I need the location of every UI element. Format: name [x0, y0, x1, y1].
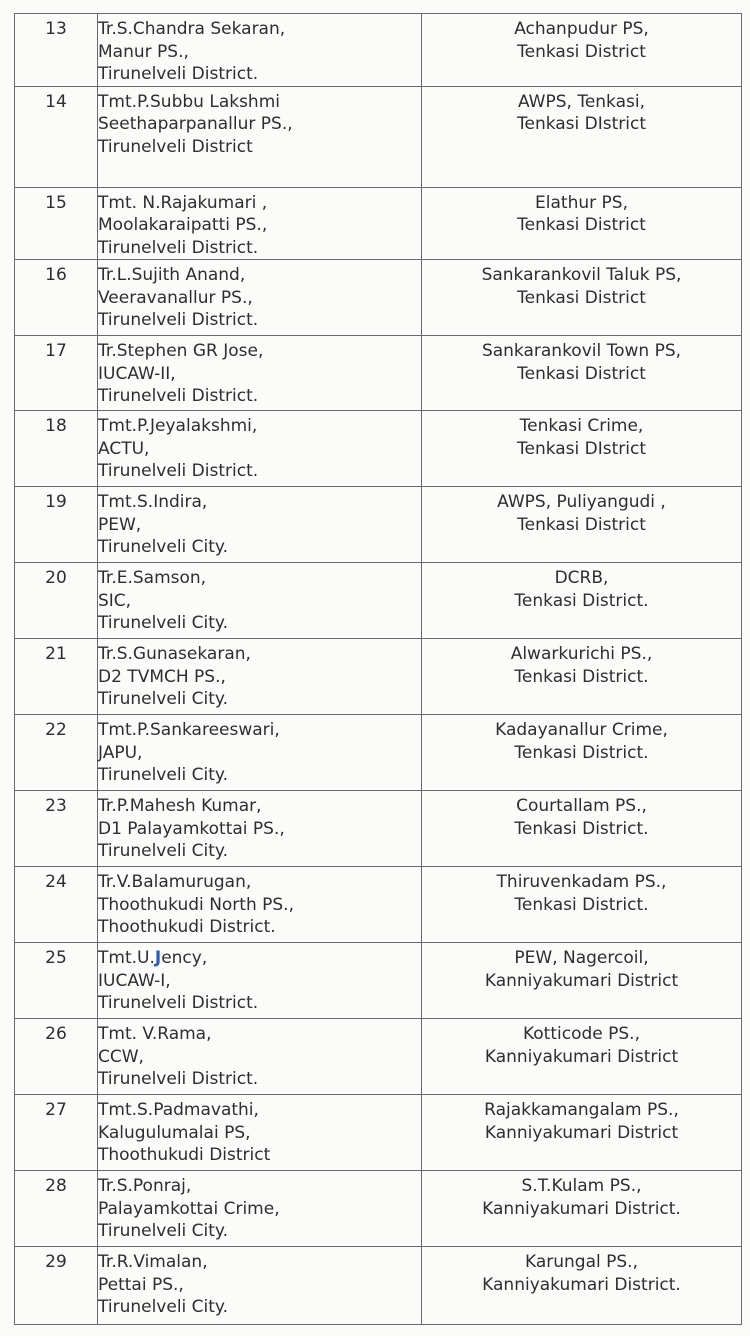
table-row: [15, 487, 742, 563]
current-posting-line: Tirunelveli City.: [98, 689, 228, 709]
current-posting-line: Moolakaraipatti PS.,: [98, 215, 268, 235]
new-posting-line: Tenkasi District: [517, 287, 646, 308]
current-posting-line: D2 TVMCH PS.,: [98, 666, 226, 687]
new-posting-line: PEW, Nagercoil,: [514, 948, 649, 968]
new-posting-line: Tenkasi Crime,: [519, 416, 644, 436]
officer-name: Tmt.P.Jeyalakshmi,: [98, 416, 258, 436]
officer-current-posting: [98, 943, 422, 1019]
new-posting-line: Tenkasi District: [517, 215, 646, 235]
serial-number: 19: [15, 487, 98, 563]
current-posting-line: Tirunelveli District.: [98, 237, 259, 258]
current-posting-line: CCW,: [98, 1046, 144, 1067]
transfer-table: [14, 13, 742, 1325]
transferred-to-posting: [422, 187, 742, 260]
table-row: [15, 187, 742, 260]
current-posting-line: ACTU,: [98, 438, 150, 459]
new-posting-line: Tenkasi District.: [514, 742, 649, 763]
new-posting-line: Tenkasi District.: [514, 818, 649, 839]
officer-name: Tr.S.Gunasekaran,: [98, 644, 251, 664]
transferred-to-posting: [422, 1171, 742, 1247]
serial-number: 15: [15, 187, 98, 260]
new-posting-line: Tenkasi District.: [514, 666, 649, 687]
officer-name: Tmt.P.Sankareeswari,: [98, 720, 280, 740]
officer-name: Tmt.P.Subbu Lakshmi: [98, 91, 280, 112]
current-posting-line: Tirunelveli City.: [98, 841, 228, 861]
table-row: [15, 1095, 742, 1171]
officer-name: Tmt. V.Rama,: [98, 1024, 212, 1044]
officer-name: Tmt.S.Padmavathi,: [98, 1100, 259, 1120]
current-posting-line: IUCAW-I,: [98, 970, 171, 991]
officer-current-posting: [98, 1171, 422, 1247]
new-posting-line: Kanniyakumari District.: [482, 1274, 681, 1295]
new-posting-line: S.T.Kulam PS.,: [521, 1176, 642, 1196]
officer-name: Tmt. N.Rajakumari ,: [98, 192, 268, 213]
officer-name: Tmt.U.Jency,: [98, 948, 208, 968]
new-posting-line: Tenkasi DIstrict: [516, 438, 647, 459]
officer-current-posting: [98, 563, 422, 639]
officer-name: Tr.L.Sujith Anand,: [98, 265, 246, 285]
officer-name: Tmt.S.Indira,: [98, 492, 208, 512]
current-posting-line: Veeravanallur PS.,: [98, 287, 253, 308]
transferred-to-posting: [422, 1019, 742, 1095]
new-posting-line: Tenkasi District.: [514, 894, 649, 915]
new-posting-line: Kanniyakumari District: [484, 970, 679, 991]
new-posting-line: Tenkasi DIstrict: [516, 114, 647, 134]
new-posting-line: Tenkasi District: [517, 363, 646, 384]
serial-number: 20: [15, 563, 98, 639]
officer-current-posting: [98, 1247, 422, 1325]
table-row: [15, 715, 742, 791]
table-row: [15, 411, 742, 487]
current-posting-line: Tirunelveli City.: [98, 613, 228, 633]
new-posting-line: Karungal PS.,: [525, 1252, 638, 1272]
current-posting-line: Tirunelveli City.: [98, 1297, 228, 1317]
new-posting-line: Thiruvenkadam PS.,: [496, 872, 667, 892]
new-posting-line: Kanniyakumari District: [484, 1046, 679, 1067]
serial-number: 21: [15, 639, 98, 715]
transferred-to-posting: [422, 1247, 742, 1325]
table-row: [15, 1019, 742, 1095]
transferred-to-posting: [422, 791, 742, 867]
current-posting-line: Tirunelveli City.: [98, 765, 228, 785]
current-posting-line: JAPU,: [98, 742, 143, 763]
officer-current-posting: [98, 791, 422, 867]
current-posting-line: Manur PS.,: [98, 41, 189, 62]
new-posting-line: AWPS, Tenkasi,: [517, 91, 646, 112]
table-row: [15, 1171, 742, 1247]
current-posting-line: Tirunelveli City.: [98, 537, 228, 557]
new-posting-line: Kanniyakumari District.: [482, 1198, 681, 1219]
transferred-to-posting: [422, 14, 742, 87]
table-row: [15, 563, 742, 639]
table-row: [15, 867, 742, 943]
transferred-to-posting: [422, 715, 742, 791]
transferred-to-posting: [422, 336, 742, 411]
new-posting-line: Tenkasi District: [517, 41, 646, 62]
officer-current-posting: [98, 487, 422, 563]
transferred-to-posting: [422, 1095, 742, 1171]
current-posting-line: Tirunelveli District.: [98, 386, 259, 406]
officer-current-posting: [98, 260, 422, 336]
transferred-to-posting: [422, 86, 742, 187]
current-posting-line: Tirunelveli District.: [98, 64, 259, 84]
table-row: [15, 86, 742, 187]
current-posting-line: Palayamkottai Crime,: [98, 1198, 280, 1219]
table-row: [15, 639, 742, 715]
serial-number: 26: [15, 1019, 98, 1095]
serial-number: 18: [15, 411, 98, 487]
serial-number: 14: [15, 86, 98, 187]
new-posting-line: Kotticode PS.,: [522, 1024, 640, 1044]
serial-number: 22: [15, 715, 98, 791]
transferred-to-posting: [422, 487, 742, 563]
new-posting-line: Achanpudur PS,: [514, 19, 649, 39]
officer-current-posting: [98, 336, 422, 411]
transferred-to-posting: [422, 639, 742, 715]
officer-current-posting: [98, 14, 422, 87]
current-posting-line: Kalugulumalai PS,: [98, 1122, 251, 1143]
current-posting-line: Tirunelveli District.: [98, 461, 259, 481]
table-row: [15, 943, 742, 1019]
transferred-to-posting: [422, 563, 742, 639]
officer-name: Tr.S.Chandra Sekaran,: [98, 19, 286, 39]
officer-name: Tr.V.Balamurugan,: [98, 872, 252, 892]
serial-number: 28: [15, 1171, 98, 1247]
new-posting-line: Sankarankovil Taluk PS,: [481, 265, 682, 285]
new-posting-line: Courtallam PS.,: [516, 796, 647, 816]
table-row: [15, 336, 742, 411]
transferred-to-posting: [422, 260, 742, 336]
serial-number: 17: [15, 336, 98, 411]
current-posting-line: Thoothukudi North PS.,: [98, 894, 294, 915]
officer-current-posting: [98, 867, 422, 943]
current-posting-line: SIC,: [98, 590, 132, 611]
current-posting-line: PEW,: [98, 514, 142, 535]
new-posting-line: Tenkasi District.: [514, 590, 649, 611]
serial-number: 29: [15, 1247, 98, 1325]
officer-current-posting: [98, 187, 422, 260]
new-posting-line: Sankarankovil Town PS,: [481, 341, 682, 361]
new-posting-line: Alwarkurichi PS.,: [510, 644, 653, 664]
transfer-table-body: [15, 14, 742, 1325]
current-posting-line: Tirunelveli District: [98, 136, 253, 157]
current-posting-line: Seethaparpanallur PS.,: [98, 114, 293, 134]
serial-number: 16: [15, 260, 98, 336]
serial-number: 27: [15, 1095, 98, 1171]
serial-number: 24: [15, 867, 98, 943]
new-posting-line: Kadayanallur Crime,: [495, 720, 668, 740]
table-row: [15, 1247, 742, 1325]
current-posting-line: Thoothukudi District.: [98, 917, 276, 937]
officer-name: Tr.R.Vimalan,: [98, 1252, 208, 1272]
officer-name: Tr.P.Mahesh Kumar,: [98, 796, 262, 816]
officer-current-posting: [98, 715, 422, 791]
new-posting-line: Kanniyakumari District: [484, 1122, 679, 1143]
table-row: [15, 14, 742, 87]
officer-current-posting: [98, 1095, 422, 1171]
new-posting-line: Tenkasi District: [517, 514, 646, 535]
transferred-to-posting: [422, 943, 742, 1019]
current-posting-line: Pettai PS.,: [98, 1274, 184, 1295]
officer-current-posting: [98, 1019, 422, 1095]
current-posting-line: Tirunelveli District.: [98, 310, 259, 330]
handwritten-correction-mark: J: [154, 948, 162, 968]
current-posting-line: IUCAW-II,: [98, 363, 176, 384]
transferred-to-posting: [422, 411, 742, 487]
current-posting-line: D1 Palayamkottai PS.,: [98, 818, 285, 839]
officer-name: Tr.S.Ponraj,: [98, 1176, 192, 1196]
new-posting-line: AWPS, Puliyangudi ,: [497, 492, 666, 512]
officer-current-posting: [98, 411, 422, 487]
current-posting-line: Tirunelveli District.: [98, 993, 259, 1013]
officer-name: Tr.Stephen GR Jose,: [98, 341, 264, 361]
officer-current-posting: [98, 86, 422, 187]
current-posting-line: Tirunelveli City.: [98, 1221, 228, 1241]
current-posting-line: Tirunelveli District.: [98, 1069, 259, 1089]
transferred-to-posting: [422, 867, 742, 943]
serial-number: 23: [15, 791, 98, 867]
serial-number: 13: [15, 14, 98, 87]
current-posting-line: Thoothukudi District: [98, 1145, 271, 1165]
table-row: [15, 791, 742, 867]
officer-current-posting: [98, 639, 422, 715]
new-posting-line: Elathur PS,: [535, 192, 628, 213]
new-posting-line: DCRB,: [554, 568, 609, 588]
serial-number: 25: [15, 943, 98, 1019]
new-posting-line: Rajakkamangalam PS.,: [484, 1100, 679, 1120]
officer-name: Tr.E.Samson,: [98, 568, 207, 588]
table-row: [15, 260, 742, 336]
